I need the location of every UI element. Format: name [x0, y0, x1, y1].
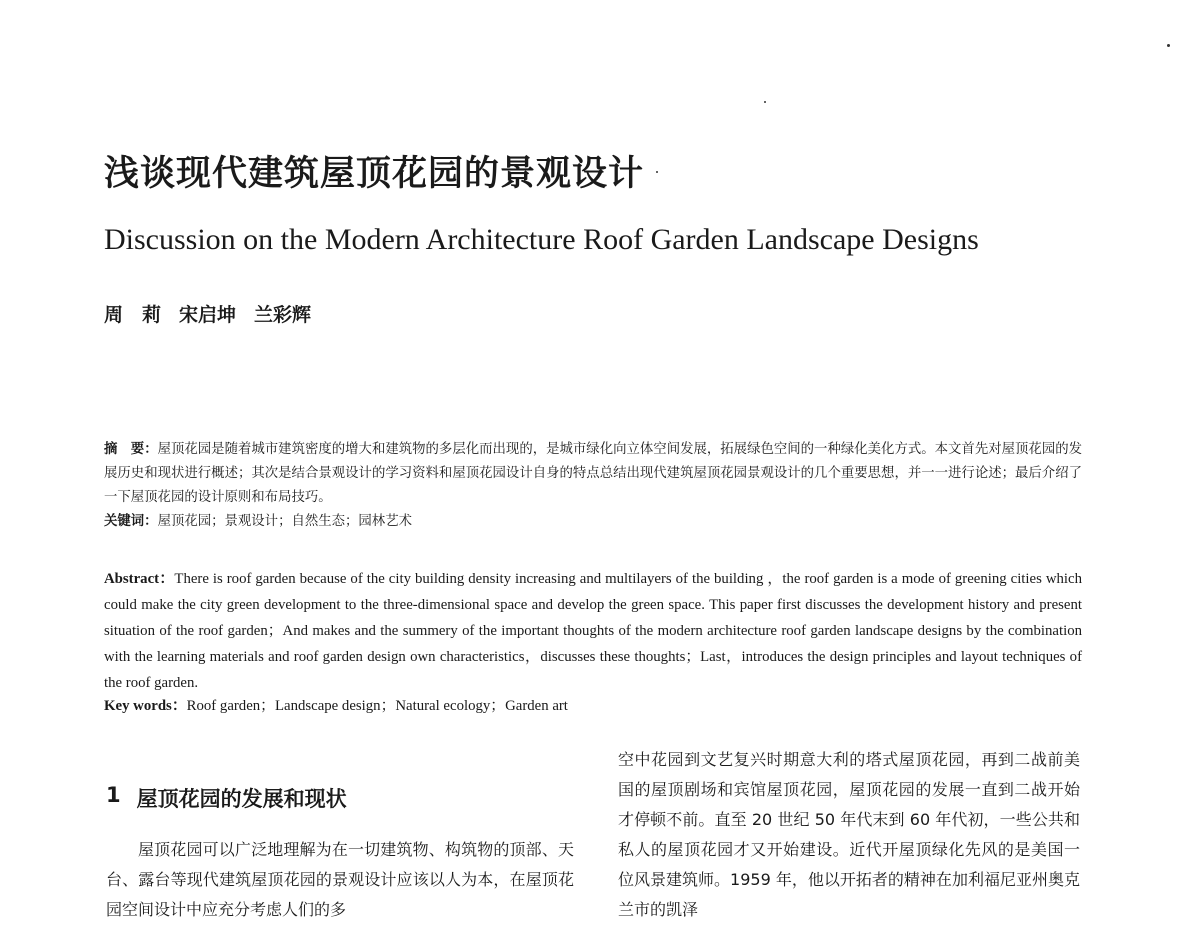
- keywords-chinese-text: 屋顶花园；景观设计；自然生态；园林艺术: [157, 514, 412, 529]
- author-name: 兰彩辉: [254, 304, 312, 326]
- left-column: [106, 775, 574, 925]
- title-english: Discussion on the Modern Architecture Roof Garden Landscape Designs: [104, 223, 979, 256]
- scan-speck: [656, 171, 658, 173]
- keywords-english-text: Roof garden；Landscape design；Natural ecology；Garden art: [186, 698, 568, 714]
- right-column-paragraph: 空中花园到文艺复兴时期意大利的塔式屋顶花园，再到二战前美国的屋顶剧场和宾馆屋顶花园，屋顶花园的发展一直到二战开始才停顿不前。直至 20 世纪 50 年代末到 60 年代初，一些公共和私人的屋顶花园才又开始建设。近代开屋顶绿化先风的是美国一位风景建筑师。1959 年，他以开拓者的精神在加利福尼亚州奥克兰市的凯泽: [618, 750, 1080, 919]
- abstract-english-body: [104, 566, 1082, 696]
- abstract-english-label: Abstract：: [104, 571, 175, 587]
- abstract-chinese-label: 摘 要：: [104, 442, 158, 457]
- keywords-english: [104, 693, 1082, 719]
- abstract-english: [104, 566, 1082, 719]
- abstract-chinese-text: 屋顶花园是随着城市建筑密度的增大和建筑物的多层化而出现的，是城市绿化向立体空间发展，拓展绿色空间的一种绿化美化方式。本文首先对屋顶花园的发展历史和现状进行概述；其次是结合景观设计的学习资料和屋顶花园设计自身的特点总结出现代建筑屋顶花园景观设计的几个重要思想，并一一进行论述；最后介绍了一下屋顶花园的设计原则和布局技巧。: [104, 442, 1082, 505]
- scan-speck: [764, 101, 766, 103]
- keywords-chinese-label: 关键词：: [104, 514, 158, 529]
- title-chinese: 浅谈现代建筑屋顶花园的景观设计: [104, 154, 645, 194]
- author-name: 周 莉: [104, 304, 162, 326]
- keywords-chinese: [104, 510, 1082, 534]
- section-title: 屋顶花园的发展和现状: [136, 787, 347, 811]
- section-heading: [106, 783, 574, 813]
- author-name: 宋启坤: [179, 304, 237, 326]
- author-list: [104, 300, 311, 327]
- keywords-english-label: Key words：: [104, 698, 187, 714]
- body-paragraph: 屋顶花园可以广泛地理解为在一切建筑物、构筑物的顶部、天台、露台等现代建筑屋顶花园的景观设计应该以人为本，在屋顶花园空间设计中应充分考虑人们的多: [106, 840, 574, 919]
- abstract-chinese-body: [104, 438, 1082, 510]
- scan-speck: [1167, 44, 1170, 47]
- section-number: 1: [106, 783, 121, 807]
- abstract-chinese: [104, 438, 1082, 534]
- abstract-english-text: There is roof garden because of the city building density increasing and multilayers of the building ，the roof garden is a mode of greening cities which could make the city green development to the three-dimensional space and develop the green space. This paper first discusses the development history and present situation of the roof garden；And makes and the summery of the important thoughts of the modern architecture roof garden landscape designs by the combination with the learning materials and roof garden design own characteristics，discusses these thoughts；Last，introduces the design principles and layout techniques of the roof garden.: [104, 571, 1082, 691]
